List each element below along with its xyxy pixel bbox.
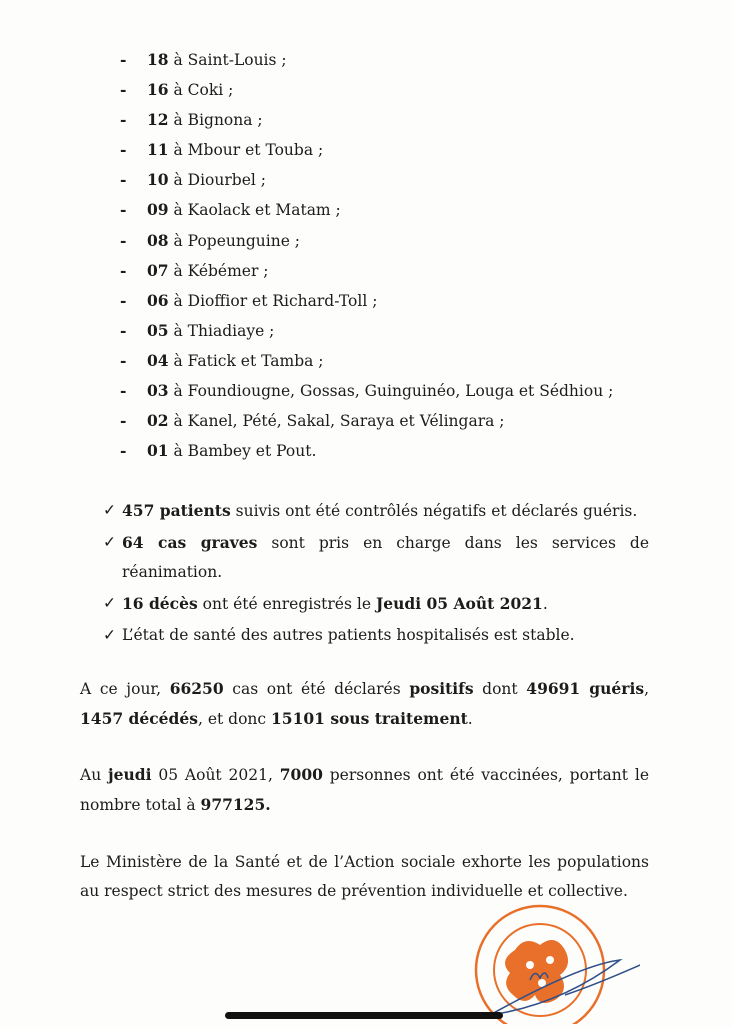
list-item-text — [147, 319, 274, 349]
text: à Bambey et Pout. — [168, 442, 317, 461]
list-item — [120, 168, 660, 198]
bold-text: 66250 — [169, 679, 224, 698]
text: , — [644, 680, 649, 698]
text: cas ont été déclarés — [223, 680, 410, 698]
list-item-text — [147, 78, 233, 108]
checkmark-icon: ✓ — [103, 533, 116, 551]
checklist-item — [103, 621, 649, 650]
text: . — [542, 595, 548, 613]
dash-bullet: - — [120, 80, 127, 100]
list-item-text — [147, 229, 300, 259]
list-item — [120, 379, 660, 409]
dash-bullet: - — [120, 260, 127, 280]
bold-text: 64 cas graves — [122, 533, 258, 552]
list-item-text — [147, 439, 316, 469]
bold-text: Jeudi 05 Août 2021 — [375, 594, 543, 613]
official-stamp-signature — [470, 895, 640, 1024]
dash-bullet: - — [120, 170, 127, 190]
bold-text: 10 — [147, 170, 169, 190]
list-item — [120, 409, 660, 439]
dash-bullet: - — [120, 290, 127, 310]
checkmark-icon: ✓ — [103, 501, 116, 519]
dash-bullet: - — [120, 110, 127, 130]
checkmark-icon: ✓ — [103, 626, 116, 644]
bold-text: 07 — [147, 260, 169, 280]
checklist-item — [103, 589, 649, 619]
list-item — [120, 229, 660, 259]
bold-text: positifs — [409, 679, 474, 698]
list-item-text — [147, 198, 341, 228]
text: à Mbour et Touba ; — [168, 141, 324, 160]
text: L’état de santé des autres patients hospitalisés est stable. — [122, 626, 575, 644]
list-item — [120, 439, 660, 469]
dash-bullet: - — [120, 381, 127, 401]
text: Au — [80, 766, 109, 784]
text: à Saint-Louis ; — [168, 51, 287, 69]
bold-text: 12 — [147, 110, 169, 130]
text: ont été enregistrés le — [197, 595, 376, 613]
list-item — [120, 78, 660, 108]
text: 05 Août 2021, — [151, 766, 280, 784]
checklist-item — [103, 528, 649, 587]
list-item — [120, 108, 660, 138]
bold-text: 7000 — [279, 765, 323, 784]
bold-text: 09 — [147, 200, 169, 220]
list-item-text — [147, 168, 266, 198]
text: Le Ministère de la Santé et de l’Action sociale exhorte les populations au respect strict des mesures de prévention individuelle et collective. — [80, 853, 649, 900]
list-item — [120, 259, 660, 289]
text: à Kaolack et Matam ; — [168, 201, 341, 220]
region-case-list — [120, 48, 660, 469]
text: suivis ont été contrôlés négatifs et déclarés guéris. — [230, 502, 638, 520]
vaccination-paragraph — [80, 760, 649, 820]
bold-text: 04 — [147, 350, 169, 370]
list-item — [120, 48, 660, 78]
list-item-text — [147, 409, 505, 439]
bold-text: 01 — [147, 441, 169, 461]
text: à Coki ; — [168, 81, 234, 100]
text: à Thiadiaye ; — [168, 321, 275, 340]
list-item-text — [147, 48, 287, 78]
bold-text: 08 — [147, 230, 169, 250]
dash-bullet: - — [120, 200, 127, 220]
bold-text: 457 patients — [122, 501, 231, 520]
summary-checklist — [103, 496, 649, 650]
bold-text: 06 — [147, 290, 169, 310]
list-item-text — [147, 289, 377, 319]
bold-text: 11 — [147, 140, 169, 160]
checklist-item-text — [122, 528, 649, 587]
checklist-item-text — [122, 496, 649, 526]
list-item-text — [147, 349, 324, 379]
checkmark-icon: ✓ — [103, 594, 116, 612]
dash-bullet: - — [120, 230, 127, 250]
bold-text: 1457 décédés — [80, 709, 198, 728]
text: à Kanel, Pété, Sakal, Saraya et Vélingara ; — [168, 412, 505, 431]
list-item — [120, 319, 660, 349]
cumulative-paragraph — [80, 674, 649, 734]
list-item — [120, 198, 660, 228]
dash-bullet: - — [120, 140, 127, 160]
list-item-text — [147, 379, 613, 409]
bold-text: 49691 guéris — [526, 679, 645, 698]
bold-text: 15101 sous traitement — [271, 709, 468, 728]
dash-bullet: - — [120, 441, 127, 461]
checklist-item — [103, 496, 649, 526]
list-item — [120, 138, 660, 168]
dash-bullet: - — [120, 320, 127, 340]
bold-text: jeudi — [108, 765, 152, 784]
text: à Kébémer ; — [168, 261, 269, 280]
home-indicator[interactable] — [225, 1012, 503, 1019]
text: à Diourbel ; — [168, 171, 266, 190]
checklist-item-text — [122, 589, 649, 619]
bold-text: 02 — [147, 411, 169, 431]
text: à Popeunguine ; — [168, 231, 301, 250]
text: sont pris en charge dans les services de réanimation. — [122, 534, 649, 581]
bold-text: 16 — [147, 80, 169, 100]
dash-bullet: - — [120, 411, 127, 431]
text: à Foundiougne, Gossas, Guinguinéo, Louga et Sédhiou ; — [168, 382, 614, 401]
bold-text: 18 — [147, 50, 169, 69]
list-item-text — [147, 138, 323, 168]
text: personnes ont été vaccinées, portant le nombre total à — [80, 766, 649, 814]
text: A ce jour, — [80, 680, 170, 698]
bold-text: 16 décès — [122, 594, 198, 613]
dash-bullet: - — [120, 350, 127, 370]
text: . — [467, 710, 473, 728]
text: dont — [473, 680, 527, 698]
text: à Bignona ; — [168, 111, 263, 130]
list-item — [120, 289, 660, 319]
bold-text: 977125. — [200, 795, 271, 814]
list-item-text — [147, 259, 269, 289]
dash-bullet: - — [120, 50, 127, 69]
list-item — [120, 349, 660, 379]
checklist-item-text — [122, 621, 649, 650]
list-item-text — [147, 108, 263, 138]
bold-text: 03 — [147, 381, 169, 401]
text: , et donc — [197, 710, 271, 728]
text: à Dioffior et Richard-Toll ; — [168, 291, 378, 310]
text: à Fatick et Tamba ; — [168, 351, 324, 370]
bold-text: 05 — [147, 320, 169, 340]
